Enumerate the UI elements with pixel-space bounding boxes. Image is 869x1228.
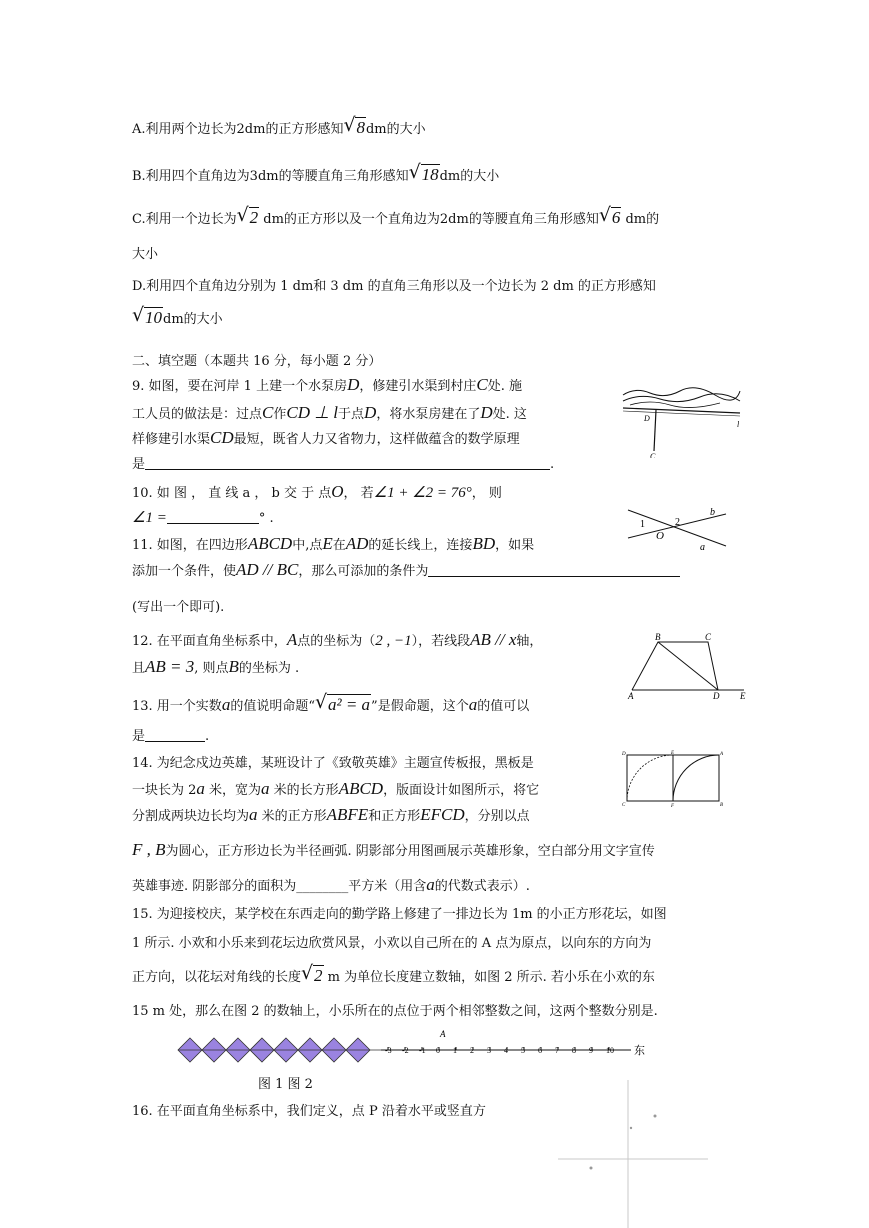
figure-q16-coordinates bbox=[558, 1080, 708, 1228]
figure-q11-quadrilateral bbox=[626, 630, 751, 700]
arc-centre-f bbox=[627, 755, 673, 801]
quadrilateral-abcd bbox=[632, 642, 718, 690]
svg-text:B: B bbox=[720, 803, 724, 808]
q13-line2: 是 . bbox=[132, 729, 210, 744]
tick-label: 0 bbox=[436, 1046, 440, 1055]
tick-label: 8 bbox=[572, 1046, 576, 1055]
sqrt-a-squared: √ a² = a bbox=[315, 695, 371, 715]
point-a-label: A bbox=[440, 1029, 446, 1039]
figure-q14-blackboard bbox=[622, 750, 727, 808]
tick-label: 10 bbox=[606, 1046, 614, 1055]
q12-line1: 12. 在平面直角坐标系中，A点的坐标为（2 , −1），若线段AB // x轴， bbox=[132, 630, 543, 649]
svg-text:B: B bbox=[655, 632, 661, 642]
svg-text:C: C bbox=[650, 452, 656, 458]
figure-q9-river bbox=[620, 383, 745, 458]
point-marker bbox=[590, 1167, 593, 1170]
option-b: B.利用四个直角边为3dm的等腰直角三角形感知√ 18dm的大小 bbox=[132, 165, 499, 185]
q14-line3: 分割成两块边长均为a 米的正方形ABFE和正方形EFCD，分别以点 bbox=[132, 805, 530, 824]
q12-line2: 且AB = 3, 则点B的坐标为 . bbox=[132, 657, 300, 676]
svg-text:F: F bbox=[671, 804, 675, 808]
sqrt-6: √ 6 bbox=[599, 208, 622, 228]
q13-line1: 13. 用一个实数a的值说明命题“√ a² = a”是假命题，这个a的值可以 bbox=[132, 695, 529, 715]
svg-text:E: E bbox=[740, 691, 746, 700]
q14-line5: 英雄事迹. 阴影部分的面积为________平方米（用含a的代数式表示）. bbox=[132, 875, 530, 894]
tick-label: -2 bbox=[402, 1046, 409, 1055]
arc-centre-b bbox=[673, 755, 719, 801]
svg-text:b: b bbox=[710, 507, 715, 518]
option-a: A.利用两个边长为2dm的正方形感知√ 8dm的大小 bbox=[132, 118, 426, 138]
q9-line1: 9. 如图，要在河岸 1 上建一个水泵房D，修建引水渠到村庄C处. 施 bbox=[132, 375, 522, 394]
tick-label: 9 bbox=[589, 1046, 593, 1055]
svg-text:O: O bbox=[656, 530, 664, 542]
q9-line3: 样修建引水渠CD最短，既省人力又省物力，这样做蕴含的数学原理 bbox=[132, 428, 520, 447]
sqrt-18: √ 18 bbox=[409, 165, 440, 185]
q10-answer-blank[interactable] bbox=[167, 509, 259, 524]
svg-text:A: A bbox=[720, 752, 724, 757]
svg-text:C: C bbox=[622, 803, 626, 808]
svg-text:1: 1 bbox=[640, 519, 645, 530]
tick-label: 3 bbox=[487, 1046, 491, 1055]
svg-text:l: l bbox=[737, 420, 740, 429]
option-d-line1: D.利用四个直角边分别为 1 dm和 3 dm 的直角三角形以及一个边长为 2 dm 的正方形感知 bbox=[132, 279, 656, 294]
point-marker bbox=[654, 1115, 657, 1118]
sqrt-2: √ 2 bbox=[237, 208, 260, 228]
option-d-line2: √ 10dm的大小 bbox=[132, 308, 223, 328]
figure-flowerbeds-number-line bbox=[176, 1028, 656, 1068]
tick-label: -1 bbox=[419, 1046, 426, 1055]
q15-line3: 正方向，以花坛对角线的长度√ 2 m 为单位长度建立数轴，如图 2 所示. 若小乐在小欢的东 bbox=[132, 966, 655, 986]
east-label: 东 bbox=[634, 1045, 645, 1057]
svg-text:a: a bbox=[700, 542, 705, 553]
figure-caption: 图 1 图 2 bbox=[258, 1077, 313, 1092]
point-marker bbox=[630, 1127, 632, 1129]
q14-line4: F , B为圆心，正方形边长为半径画弧. 阴影部分用图画展示英雄形象，空白部分用文字宣传 bbox=[132, 840, 655, 859]
svg-text:A: A bbox=[628, 691, 634, 700]
tick-label: 5 bbox=[521, 1046, 525, 1055]
svg-text:D: D bbox=[713, 691, 720, 700]
tick-label: 6 bbox=[538, 1046, 542, 1055]
q14-line2: 一块长为 2a 米，宽为a 米的长方形ABCD，版面设计如图所示，将它 bbox=[132, 779, 540, 798]
flowerbed-row bbox=[178, 1038, 381, 1062]
option-c-line2: 大小 bbox=[132, 247, 159, 262]
q15-line4: 15 m 处，那么在图 2 的数轴上，小乐所在的点位于两个相邻整数之间，这两个整数分别是. bbox=[132, 1004, 658, 1019]
sqrt-2-unit: √ 2 bbox=[301, 966, 324, 986]
tick-label: 2 bbox=[470, 1046, 474, 1055]
sqrt-10: √ 10 bbox=[132, 308, 163, 328]
q9-line4: 是 . bbox=[132, 457, 555, 472]
section-heading: 二、填空题（本题共 16 分，每小题 2 分） bbox=[132, 354, 382, 369]
q15-line1: 15. 为迎接校庆，某学校在东西走向的勤学路上修建了一排边长为 1m 的小正方形花坛，如图 bbox=[132, 907, 667, 922]
svg-text:D: D bbox=[644, 414, 650, 423]
q11-line1: 11. 如图，在四边形ABCD中,点E在AD的延长线上，连接BD，如果 bbox=[132, 534, 535, 553]
q14-line1: 14. 为纪念戍边英雄，某班设计了《致敬英雄》主题宣传板报，黑板是 bbox=[132, 756, 534, 771]
figure-q10-lines bbox=[626, 500, 746, 558]
q15-line2: 1 所示. 小欢和小乐来到花坛边欣赏风景，小欢以自己所在的 A 点为原点，以向东的方向为 bbox=[132, 936, 652, 951]
q11-answer-blank[interactable] bbox=[428, 562, 680, 577]
q9-line2: 工人员的做法是：过点C作CD ⊥ l于点D，将水泵房建在了D处. 这 bbox=[132, 403, 527, 422]
svg-text:D: D bbox=[622, 752, 626, 757]
q9-answer-blank[interactable] bbox=[145, 455, 550, 470]
q10-line1: 10. 如 图 ， 直 线 a ， b 交 于 点O， 若∠1 + ∠2 = 76°， 则 bbox=[132, 482, 502, 501]
svg-text:E: E bbox=[671, 751, 675, 756]
tick-label: 7 bbox=[555, 1046, 559, 1055]
option-c-line1: C.利用一个边长为√ 2 dm的正方形以及一个直角边为2dm的等腰直角三角形感知√ 6 dm的 bbox=[132, 208, 659, 228]
segment-cd bbox=[654, 410, 656, 451]
q10-line2: ∠1 = ° . bbox=[132, 510, 274, 526]
svg-text:C: C bbox=[705, 632, 712, 642]
q11-line3: (写出一个即可). bbox=[132, 600, 225, 615]
tick-label: 4 bbox=[504, 1046, 508, 1055]
sqrt-8: √ 8 bbox=[343, 118, 366, 138]
tick-label: -3 bbox=[385, 1046, 392, 1055]
q11-line2: 添加一个条件，使AD // BC，那么可添加的条件为 bbox=[132, 560, 680, 580]
q16-line1: 16. 在平面直角坐标系中，我们定义，点 P 沿着水平或竖直方 bbox=[132, 1104, 486, 1119]
svg-text:2: 2 bbox=[675, 517, 680, 528]
riverbank-line-l bbox=[623, 408, 740, 413]
q13-answer-blank[interactable] bbox=[145, 727, 205, 742]
tick-label: 1 bbox=[453, 1046, 457, 1055]
